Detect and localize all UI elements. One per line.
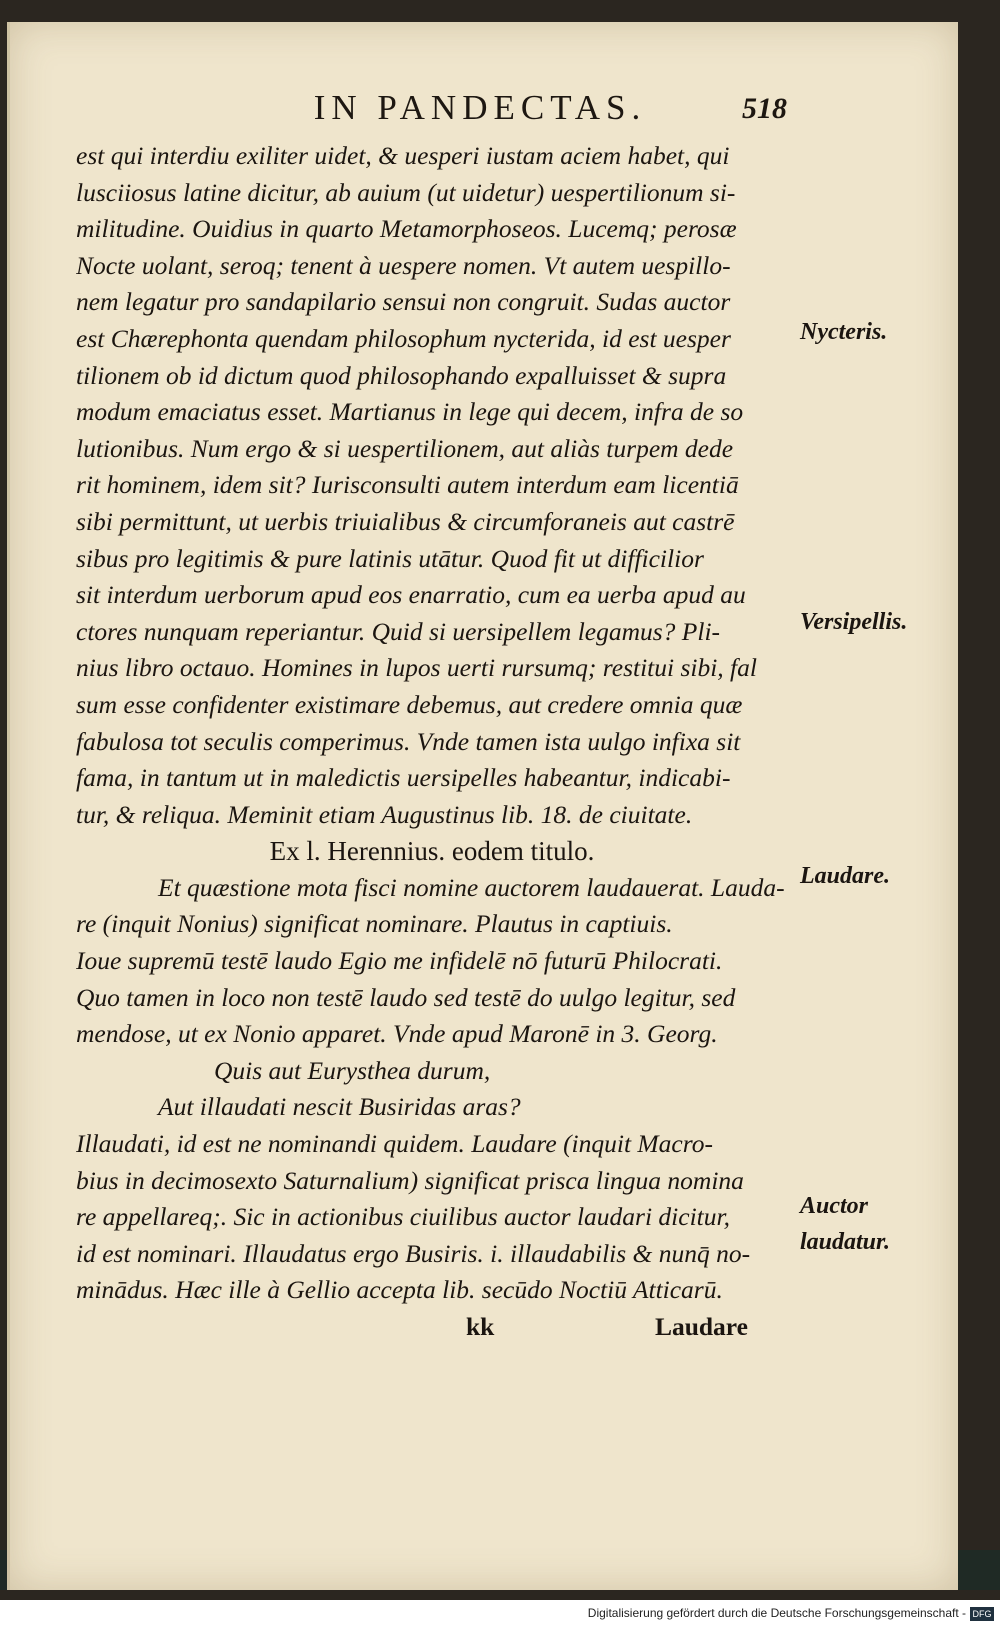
catchword: Laudare — [654, 1312, 748, 1341]
text-line: tur, & reliqua. Meminit etiam Augustinus lib. 18. de ciuitate. — [76, 799, 693, 829]
text-line: nem legatur pro sandapilario sensui non congruit. Sudas auctor — [76, 287, 731, 317]
text-line: id est nominari. Illaudatus ergo Busiris. i. illaudabilis & nunq̄ no- — [76, 1238, 751, 1268]
running-head: IN PANDECTAS. — [313, 88, 647, 127]
text-line: re appellareq;. Sic in actionibus ciuilibus auctor laudari dicitur, — [76, 1202, 730, 1232]
text-line: sum esse confidenter existimare debemus, aut credere omnia quæ — [76, 689, 743, 719]
text-line: sibi permittunt, ut uerbis triuialibus & circumforaneis aut castrē — [76, 506, 735, 536]
text-line: lusciiosus latine dicitur, ab auium (ut uidetur) uespertilionum si- — [76, 177, 736, 207]
dfg-logo: DFG — [970, 1607, 994, 1621]
text-line: fabulosa tot seculis comperimus. Vnde tamen ista uulgo infixa sit — [76, 726, 741, 756]
verse-line: Aut illaudati nescit Busiridas aras? — [158, 1092, 521, 1122]
funding-credit: Digitalisierung gefördert durch die Deutsche Forschungsgemeinschaft - — [587, 1606, 966, 1620]
text-line: Nocte uolant, seroq; tenent à uespere nomen. Vt autem uespillo- — [76, 250, 731, 280]
text-line: militudine. Ouidius in quarto Metamorphoseos. Lucemq; perosæ — [76, 214, 737, 244]
text-line: fama, in tantum ut in maledictis uersipelles habeantur, indicabi- — [76, 763, 731, 793]
text-line: est qui interdiu exiliter uidet, & uesperi iustam aciem habet, qui — [76, 141, 730, 170]
marginal-note-auctor: Auctor — [800, 1193, 869, 1219]
text-line: sibus pro legitimis & pure latinis utātur. Quod fit ut difficilior — [76, 543, 704, 573]
marginal-note-versipellis: Versipellis. — [800, 609, 908, 635]
page-number: 518 — [742, 92, 787, 125]
text-line: nius libro octauo. Homines in lupos uerti rursumq; restitui sibi, fal — [76, 653, 757, 683]
page-foot — [76, 1309, 788, 1346]
text-line: Ioue supremū testē laudo Egio me infidelē nō futurū Philocrati. — [76, 946, 723, 976]
text-line: Et quæstione mota fisci nomine auctorem laudauerat. Lauda- — [158, 872, 785, 902]
verse-line: Quis aut Eurysthea durum, — [214, 1055, 491, 1085]
text-line: bius in decimosexto Saturnalium) significat prisca lingua nomina — [76, 1165, 744, 1195]
text-line: mendose, ut ex Nonio apparet. Vnde apud Maronē in 3. Georg. — [76, 1019, 718, 1049]
text-line: ctores nunquam reperiantur. Quid si uersipellem legamus? Pli- — [76, 616, 721, 646]
marginal-note-nycteris: Nycteris. — [800, 319, 888, 345]
section-heading: Ex l. Herennius. eodem titulo. — [269, 836, 595, 867]
text-line: re (inquit Nonius) significat nominare. Plautus in captiuis. — [76, 909, 673, 939]
digitization-footer — [0, 1600, 1000, 1626]
text-line: Illaudati, id est ne nominandi quidem. Laudare (inquit Macro- — [76, 1129, 713, 1159]
main-text — [76, 138, 788, 1346]
text-line: rit hominem, idem sit? Iurisconsulti autem interdum eam licentiā — [76, 470, 739, 500]
text-line: Quo tamen in loco non testē laudo sed testē do uulgo legitur, sed — [76, 982, 736, 1012]
marginal-note-laudatur: laudatur. — [800, 1229, 891, 1255]
text-line: tilionem ob id dictum quod philosophando expalluisset & supra — [76, 360, 727, 390]
text-line: modum emaciatus esset. Martianus in lege qui decem, infra de so — [76, 397, 744, 427]
signature-mark: kk — [466, 1312, 495, 1341]
text-line: est Chærephonta quendam philosophum nycterida, id est uesper — [76, 323, 731, 353]
marginal-note-laudare: Laudare. — [800, 863, 890, 889]
text-line: sit interdum uerborum apud eos enarratio, cum ea uerba apud au — [76, 580, 746, 610]
text-line: lutionibus. Num ergo & si uespertilionem, aut aliàs turpem dede — [76, 433, 734, 463]
text-line: minādus. Hæc ille à Gellio accepta lib. secūdo Noctiū Atticarū. — [76, 1275, 723, 1305]
